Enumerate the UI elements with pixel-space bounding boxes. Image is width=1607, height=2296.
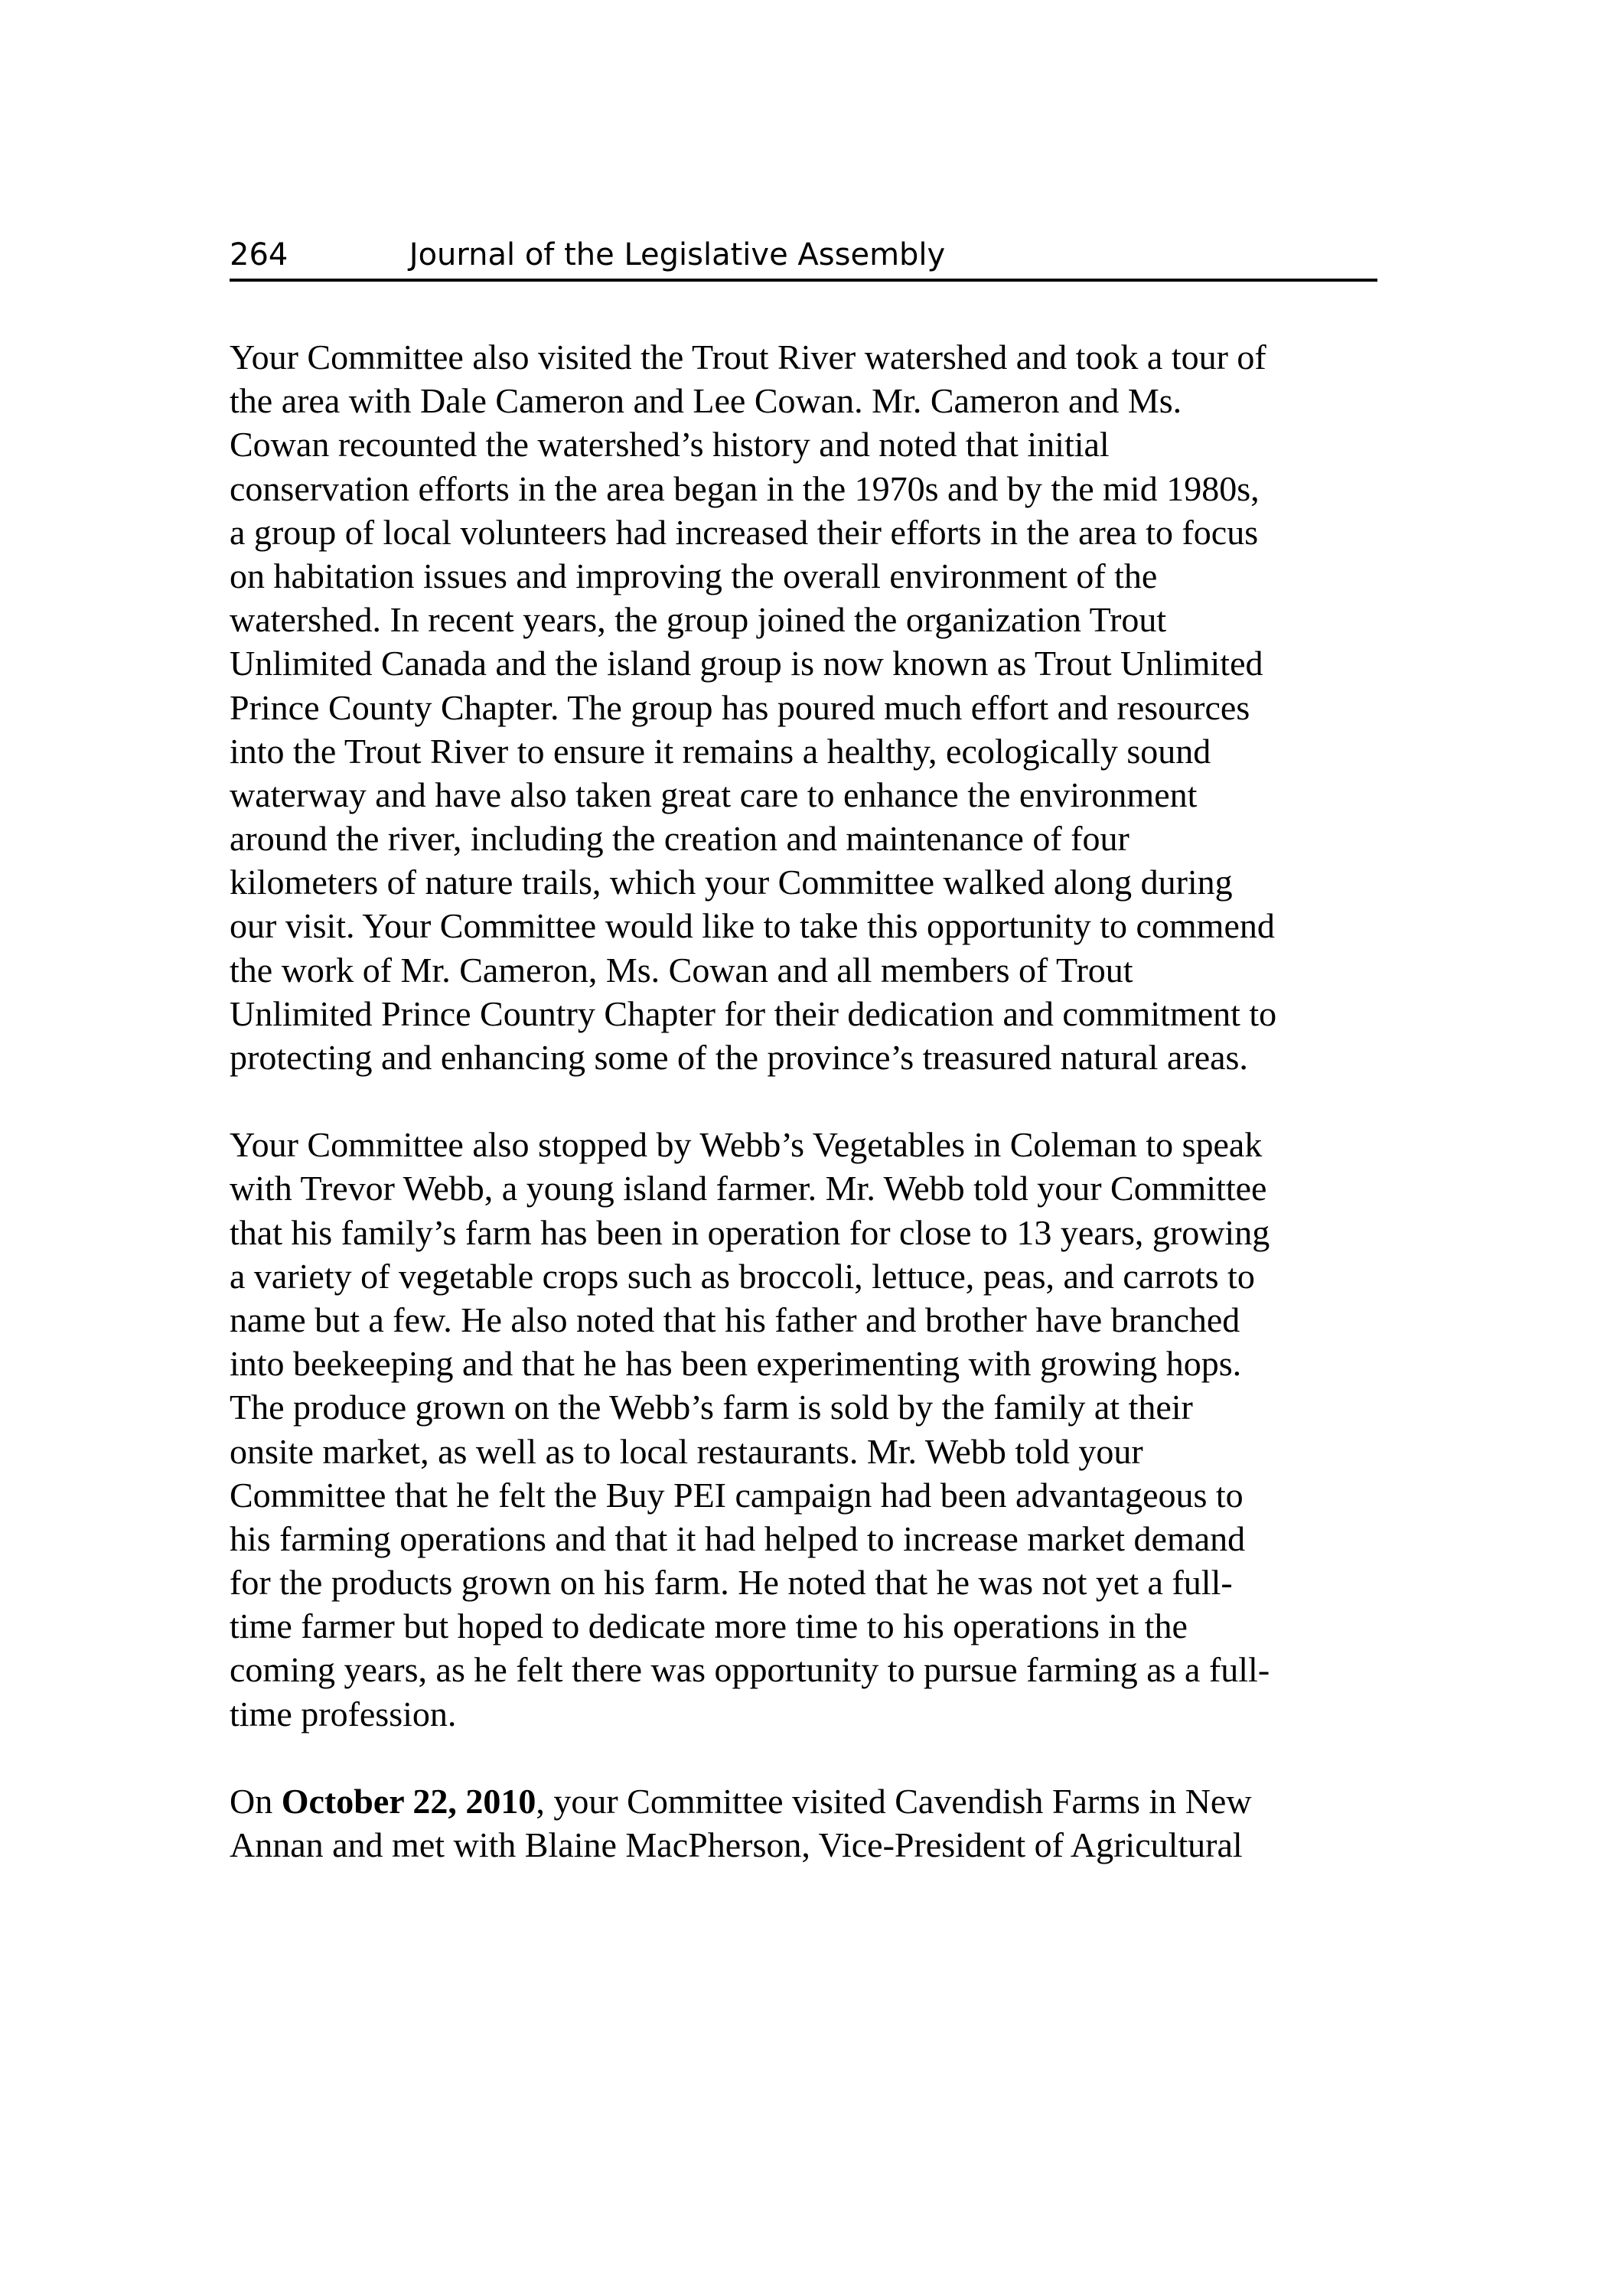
text-run: , your Committee visited Cavendish Farms in New [536,1781,1252,1821]
text-line: Cowan recounted the watershed’s history and noted that initial [230,425,1110,465]
text-line: time profession. [230,1694,457,1733]
text-run: On [230,1781,282,1821]
text-line: a group of local volunteers had increased their efforts in the area to focus [230,512,1259,552]
text-line: Unlimited Prince Country Chapter for their dedication and commitment to [230,993,1277,1033]
text-line: the work of Mr. Cameron, Ms. Cowan and all members of Trout [230,950,1133,990]
text-line: a variety of vegetable crops such as broccoli, lettuce, peas, and carrots to [230,1256,1255,1296]
paragraph-trout-river [230,335,1377,1079]
text-line: watershed. In recent years, the group joined the organization Trout [230,600,1167,640]
text-line: into the Trout River to ensure it remains a healthy, ecologically sound [230,731,1211,771]
text-line: protecting and enhancing some of the province’s treasured natural areas. [230,1038,1248,1077]
text-line: for the products grown on his farm. He noted that he was not yet a full- [230,1563,1233,1603]
text-line: on habitation issues and improving the overall environment of the [230,556,1158,595]
text-line: Unlimited Canada and the island group is now known as Trout Unlimited [230,644,1263,683]
running-title: Journal of the Legislative Assembly [409,237,946,272]
paragraph-cavendish-farms [230,1779,1377,1867]
text-line [230,1779,1377,1823]
page-header [230,231,1377,282]
text-line: name but a few. He also noted that his father and brother have branched [230,1300,1240,1339]
paragraph-webbs-vegetables [230,1123,1377,1736]
text-line: coming years, as he felt there was opportunity to pursue farming as a full- [230,1650,1270,1690]
text-line: kilometers of nature trails, which your Committee walked along during [230,863,1233,902]
text-line: around the river, including the creation and maintenance of four [230,819,1129,859]
text-line: his farming operations and that it had helped to increase market demand [230,1518,1246,1558]
text-line: Committee that he felt the Buy PEI campaign had been advantageous to [230,1475,1244,1515]
text-line: Annan and met with Blaine MacPherson, Vice-President of Agricultural [230,1825,1243,1864]
text-line: that his family’s farm has been in operation for close to 13 years, growing [230,1212,1270,1252]
text-line: The produce grown on the Webb’s farm is sold by the family at their [230,1388,1193,1427]
text-line: Your Committee also visited the Trout River watershed and took a tour of [230,338,1266,377]
text-line: our visit. Your Committee would like to take this opportunity to commend [230,906,1275,946]
text-line: Your Committee also stopped by Webb’s Vegetables in Coleman to speak [230,1125,1263,1165]
text-line: Prince County Chapter. The group has poured much effort and resources [230,687,1250,727]
text-line: onsite market, as well as to local restaurants. Mr. Webb told your [230,1431,1143,1471]
text-line: with Trevor Webb, a young island farmer. Mr. Webb told your Committee [230,1169,1267,1208]
page-number: 264 [230,237,288,272]
text-line: time farmer but hoped to dedicate more time to his operations in the [230,1606,1188,1646]
date-emphasis: October 22, 2010 [281,1781,536,1821]
text-line: waterway and have also taken great care to enhance the environment [230,775,1198,814]
body-text [230,335,1377,1910]
text-line: into beekeeping and that he has been experimenting with growing hops. [230,1344,1242,1384]
text-line: conservation efforts in the area began in the 1970s and by the mid 1980s, [230,468,1260,508]
text-line: the area with Dale Cameron and Lee Cowan. Mr. Cameron and Ms. [230,381,1182,421]
